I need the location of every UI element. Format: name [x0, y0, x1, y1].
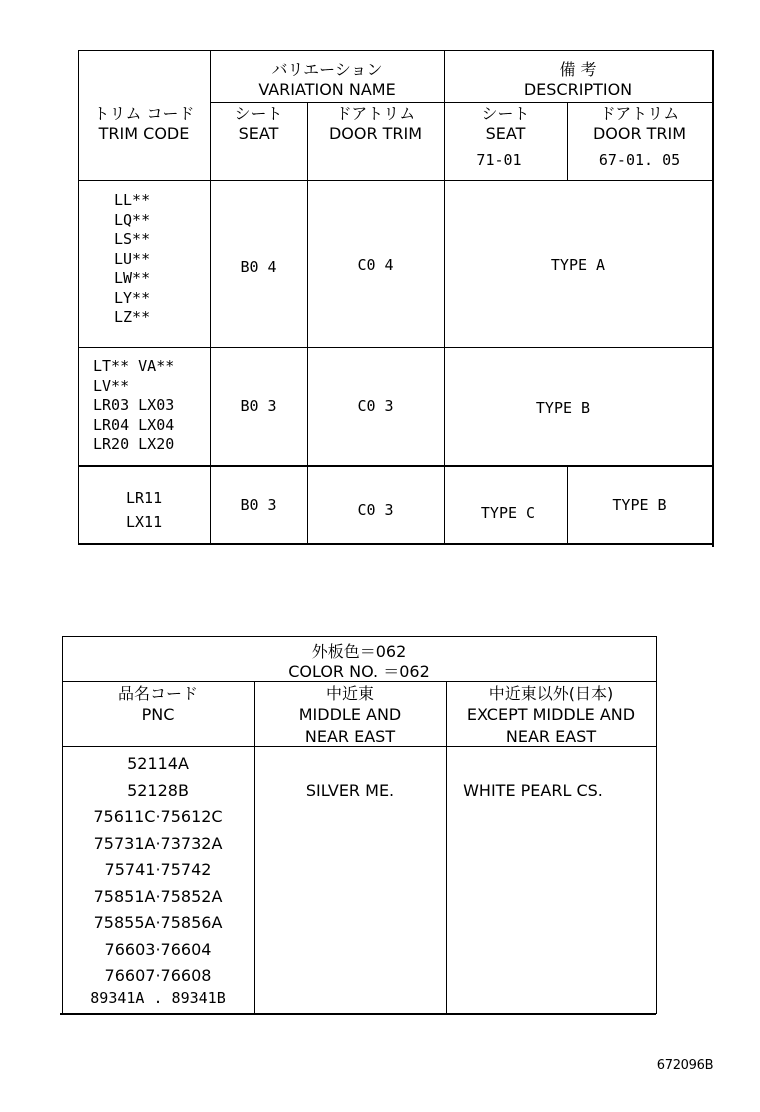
except-header-line2: NEAR EAST	[505, 727, 597, 746]
pnc-item-last: 89341A . 89341B	[90, 989, 226, 1007]
seat-variation-row-2: B0 3	[240, 397, 277, 415]
pnc-item: 76607·76608	[104, 966, 212, 985]
trim-codes-row-2: LT** VA** LV** LR03 LX03 LR04 LX04 LR20 LX20	[93, 357, 175, 453]
except-color-value: WHITE PEARL CS.	[463, 781, 603, 800]
pnc-item: 75851A·75852A	[93, 886, 223, 906]
description-row-2: TYPE B	[535, 399, 591, 417]
color-title: COLOR NO. ＝062	[288, 662, 430, 681]
description-header: DESCRIPTION	[523, 80, 633, 99]
door-variation-row-3: C0 3	[357, 501, 394, 519]
middle-east-color-value: SILVER ME.	[305, 781, 395, 800]
pnc-item: 75855A·75856A	[93, 913, 223, 932]
middle-east-header-line2: NEAR EAST	[304, 727, 396, 746]
description-row-1: TYPE A	[550, 256, 606, 274]
door-variation-row-1: C0 4	[357, 256, 394, 274]
trim-codes-row-1: LL** LQ** LS** LU** LW** LY** LZ**	[114, 191, 151, 326]
except-header-line1: EXCEPT MIDDLE AND	[466, 705, 636, 724]
door-trim-header-jp: ドアトリム	[335, 104, 416, 123]
door-variation-row-2: C0 3	[357, 397, 394, 415]
pnc-item: 52114A	[127, 754, 189, 773]
door-trim-header: DOOR TRIM	[328, 124, 423, 143]
seat-variation-row-1: B0 4	[240, 258, 277, 276]
desc-seat-header-jp: シート	[481, 104, 530, 123]
except-header-jp: 中近東以外(日本)	[488, 684, 614, 703]
seat-header: SEAT	[238, 124, 279, 143]
trim-code-header: TRIM CODE	[98, 124, 190, 143]
description-door-row-3: TYPE B	[612, 496, 667, 514]
pnc-item: 52128B	[127, 780, 189, 800]
desc-seat-header: SEAT	[485, 124, 526, 143]
variation-header: VARIATION NAME	[258, 80, 396, 99]
description-header-jp: 備 考	[559, 60, 597, 79]
pnc-item: 76603·76604	[104, 939, 212, 959]
trim-codes-row-3: LR11 LX11	[126, 489, 163, 531]
pnc-header-jp: 品名コード	[117, 684, 198, 703]
pnc-item: 75731A·73732A	[93, 833, 223, 853]
trim-code-header-jp: トリム コード	[93, 104, 195, 123]
seat-header-jp: シート	[234, 104, 283, 123]
pnc-list	[62, 751, 254, 990]
pnc-item: 75611C·75612C	[93, 807, 223, 826]
color-title-jp: 外板色＝062	[311, 642, 407, 661]
pnc-item: 75741·75742	[104, 860, 212, 879]
seat-variation-row-3: B0 3	[240, 496, 277, 514]
desc-door-header: DOOR TRIM	[592, 124, 687, 143]
pnc-header: PNC	[141, 705, 175, 724]
desc-seat-date: 71-01	[476, 151, 522, 169]
desc-door-header-jp: ドアトリム	[599, 104, 680, 123]
middle-east-header-jp: 中近東	[325, 684, 374, 703]
desc-door-date: 67-01. 05	[598, 151, 681, 169]
figure-id: 672096B	[656, 1058, 714, 1073]
variation-header-jp: バリエーション	[271, 60, 383, 79]
description-seat-row-3: TYPE C	[480, 504, 536, 522]
middle-east-header-line1: MIDDLE AND	[298, 705, 402, 724]
